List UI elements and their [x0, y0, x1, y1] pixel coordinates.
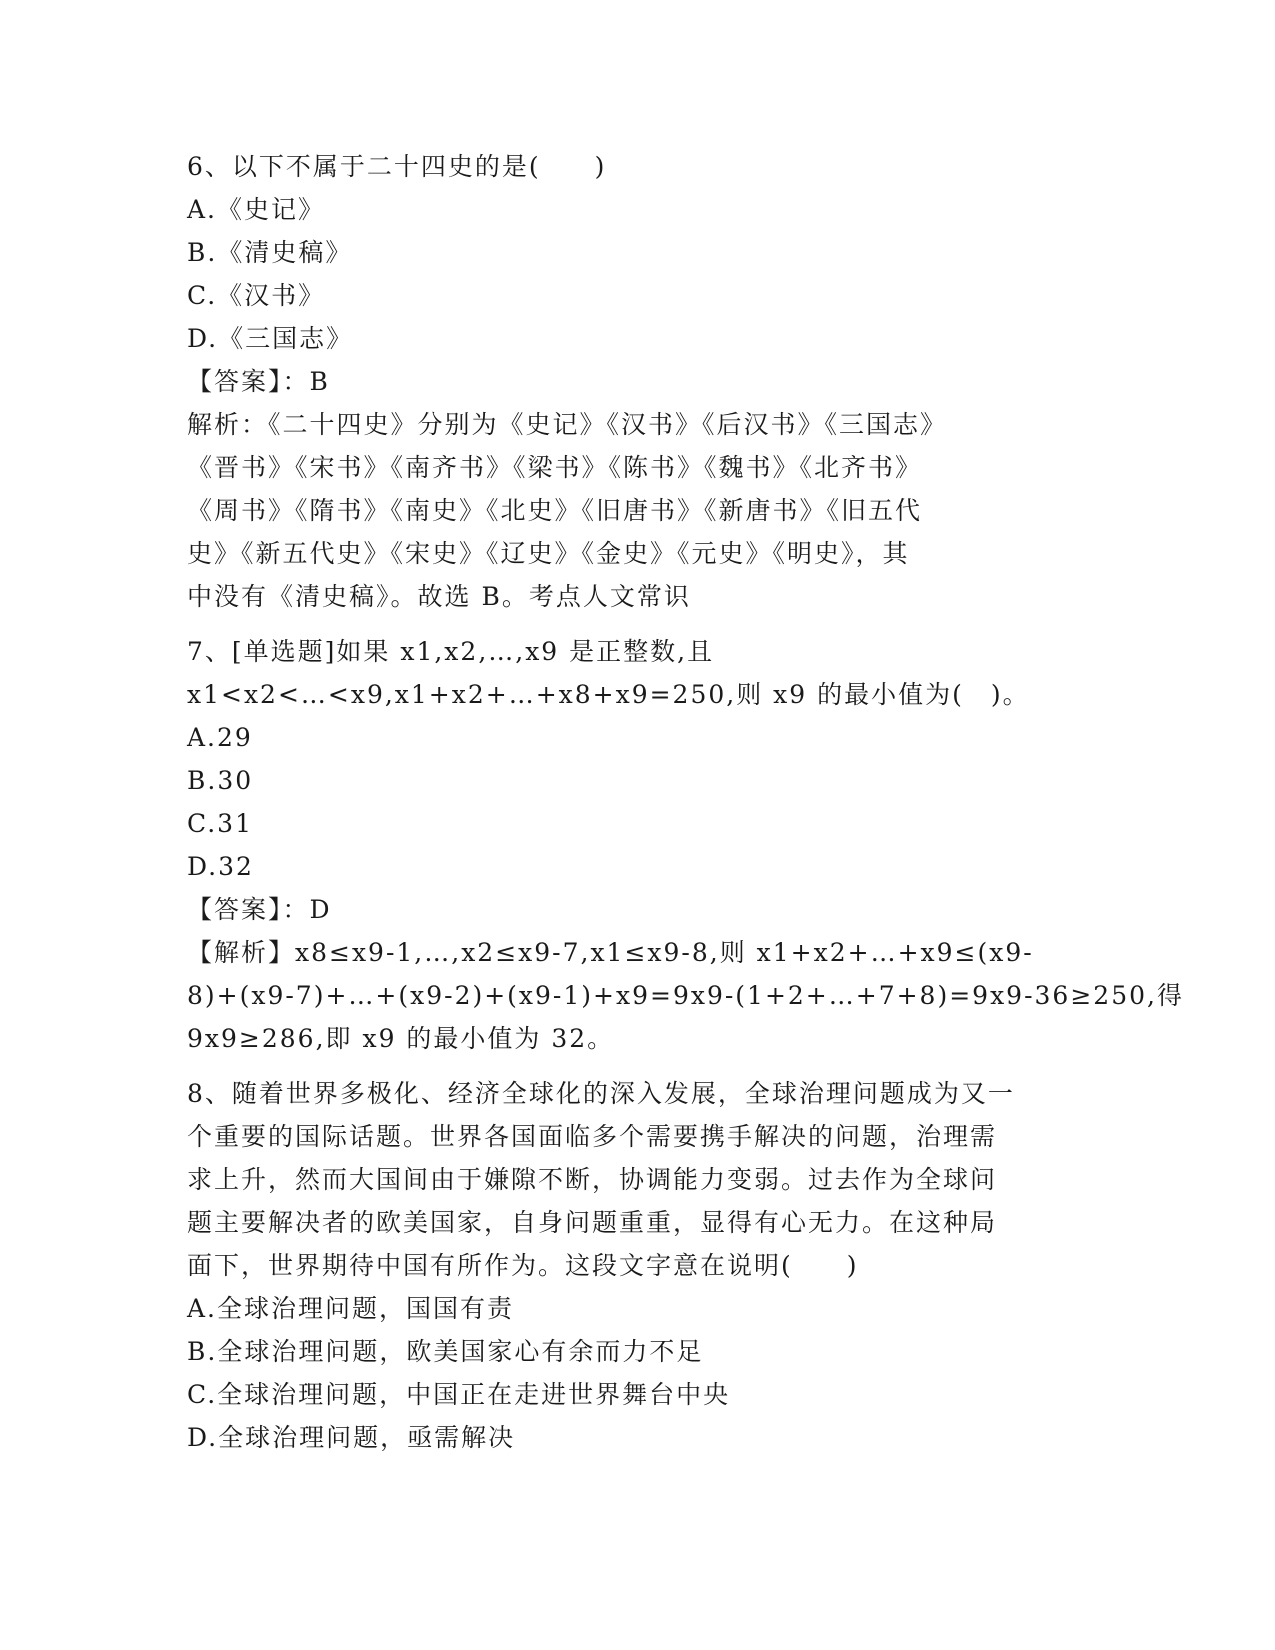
question-7-option-a: A.29: [187, 723, 253, 752]
question-7: [187, 630, 1184, 1060]
question-7-explanation-line-3: 9x9≥286,即 x9 的最小值为 32。: [187, 1024, 615, 1053]
question-6-stem: 6、以下不属于二十四史的是( ): [187, 152, 607, 181]
question-6-explanation-line-2: 《晋书》《宋书》《南齐书》《梁书》《陈书》《魏书》《北齐书》: [187, 453, 923, 482]
question-6-explanation-line-5: 中没有《清史稿》。故选 B。考点人文常识: [187, 582, 691, 611]
question-6-explanation-line-1: 解析：《二十四史》分别为《史记》《汉书》《后汉书》《三国志》: [187, 410, 948, 439]
question-6-option-c: C.《汉书》: [187, 281, 326, 310]
question-6-answer: 【答案】：B: [187, 367, 330, 396]
document-page: [187, 145, 1184, 1459]
question-6-option-b: B.《清史稿》: [187, 238, 353, 267]
question-8-stem-line-2: 个重要的国际话题。世界各国面临多个需要携手解决的问题，治理需: [187, 1122, 998, 1151]
question-8: [187, 1072, 1087, 1459]
question-7-option-c: C.31: [187, 809, 253, 838]
question-7-answer: 【答案】：D: [187, 895, 332, 924]
question-7-option-b: B.30: [187, 766, 254, 795]
question-8-option-a: A.全球治理问题，国国有责: [187, 1294, 515, 1323]
question-8-stem-line-5: 面下，世界期待中国有所作为。这段文字意在说明( ): [187, 1251, 859, 1280]
question-7-explanation-line-2: 8)+(x9-7)+…+(x9-2)+(x9-1)+x9=9x9-(1+2+…+7+8)=9x9-36≥250,得: [187, 981, 1184, 1010]
question-8-stem-line-3: 求上升，然而大国间由于嫌隙不断，协调能力变弱。过去作为全球问: [187, 1165, 998, 1194]
question-7-stem-line-1: 7、[单选题]如果 x1,x2,…,x9 是正整数,且: [187, 637, 715, 666]
question-6-option-d: D.《三国志》: [187, 324, 354, 353]
question-8-option-b: B.全球治理问题，欧美国家心有余而力不足: [187, 1337, 704, 1366]
question-spacer: [187, 618, 1087, 630]
question-8-option-d: D.全球治理问题，亟需解决: [187, 1423, 516, 1452]
question-7-option-d: D.32: [187, 852, 254, 881]
question-8-stem-line-4: 题主要解决者的欧美国家，自身问题重重，显得有心无力。在这种局: [187, 1208, 998, 1237]
question-8-option-c: C.全球治理问题，中国正在走进世界舞台中央: [187, 1380, 731, 1409]
question-6-explanation-line-3: 《周书》《隋书》《南史》《北史》《旧唐书》《新唐书》《旧五代: [187, 496, 923, 525]
question-6-option-a: A.《史记》: [187, 195, 326, 224]
question-7-stem-line-2: x1<x2<…<x9,x1+x2+…+x8+x9=250,则 x9 的最小值为( )。: [187, 680, 1030, 709]
question-7-explanation-line-1: 【解析】x8≤x9-1,…,x2≤x9-7,x1≤x9-8,则 x1+x2+…+x9≤(x9-: [187, 938, 1034, 967]
question-8-stem-line-1: 8、随着世界多极化、经济全球化的深入发展，全球治理问题成为又一: [187, 1079, 1015, 1108]
question-spacer: [187, 1060, 1087, 1072]
question-6: [187, 145, 1087, 618]
question-6-explanation-line-4: 史》《新五代史》《宋史》《辽史》《金史》《元史》《明史》，其: [187, 539, 910, 568]
